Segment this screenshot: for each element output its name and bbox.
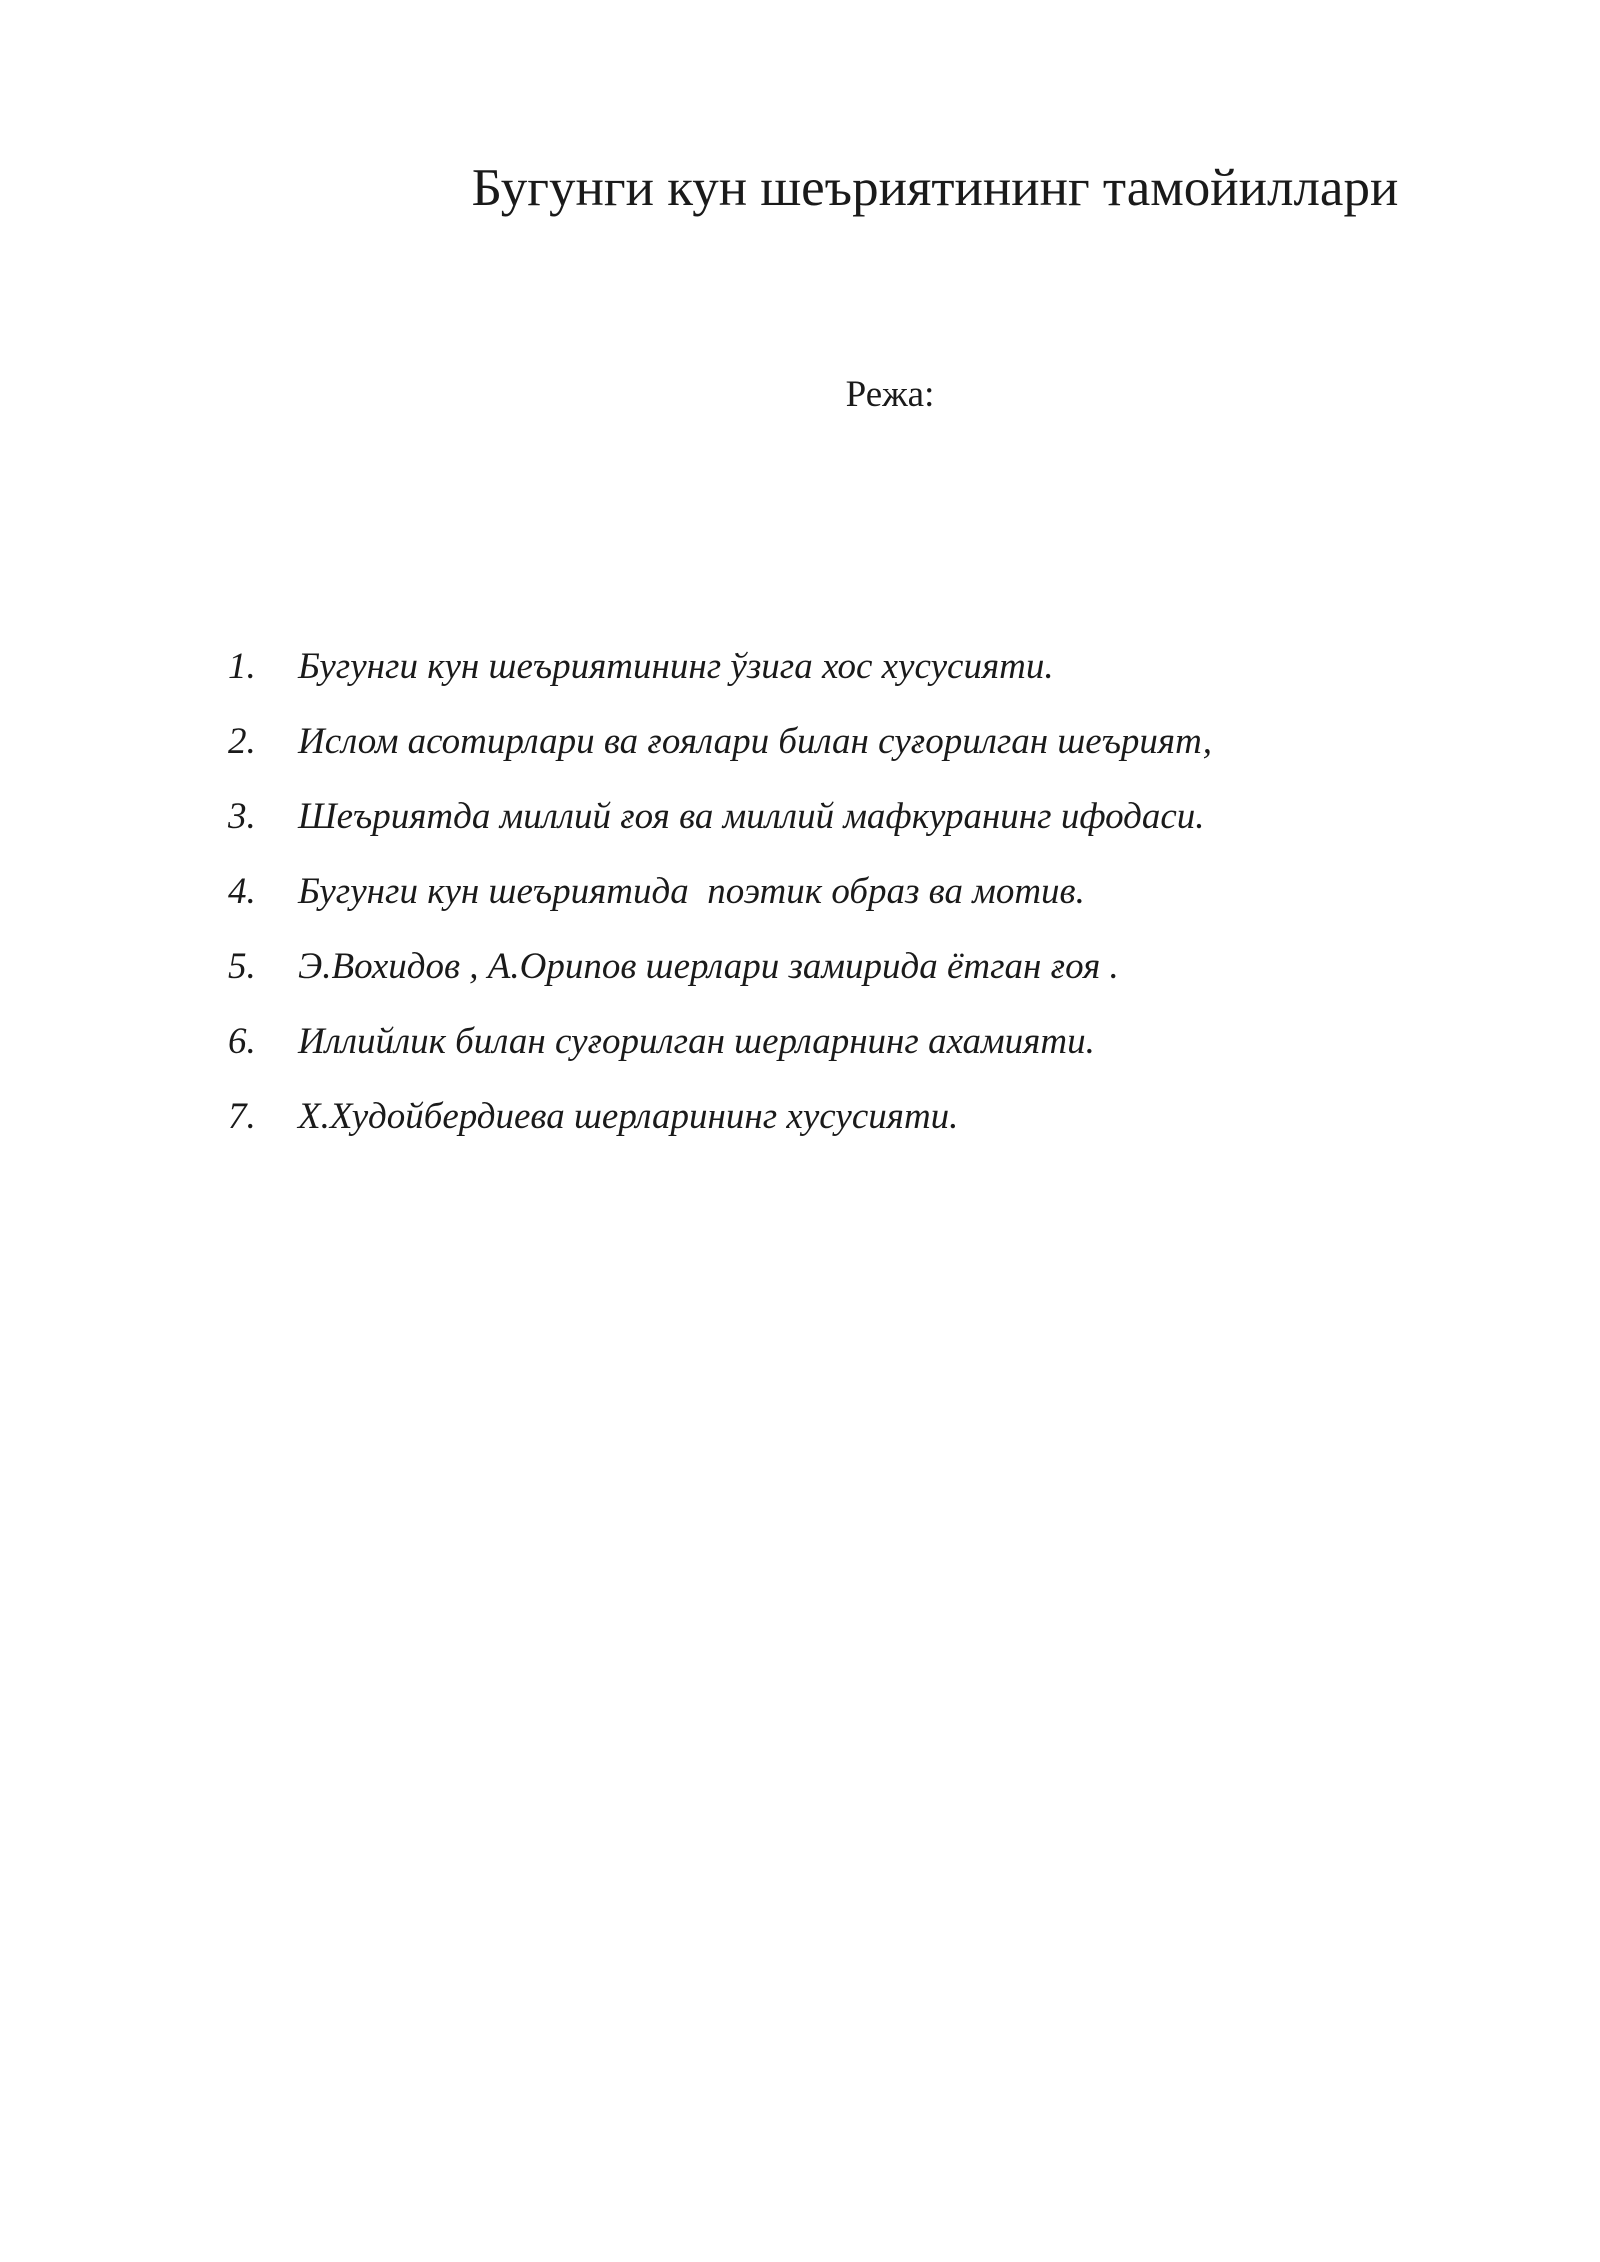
- plan-heading: Режа:: [845, 374, 935, 415]
- list-item: [0, 1092, 1600, 1167]
- list-item: [0, 642, 1600, 717]
- list-item-number: 4.: [228, 871, 256, 912]
- list-item-number: 1.: [228, 646, 256, 687]
- list-item-text: Шеъриятда миллий ғоя ва миллий мафкуранинг ифодаси.: [298, 796, 1205, 837]
- list-item-text: Бугунги кун шеъриятининг ўзига хос хусусияти.: [298, 646, 1054, 687]
- list-item-number: 6.: [228, 1021, 256, 1062]
- list-item-number: 7.: [228, 1096, 256, 1137]
- list-item-text: Ислом асотирлари ва ғоялари билан суғорилган шеърият,: [298, 721, 1213, 762]
- list-item: [0, 717, 1600, 792]
- list-item-text: Иллийлик билан суғорилган шерларнинг ахамияти.: [298, 1021, 1095, 1062]
- list-item: [0, 867, 1600, 942]
- list-item-number: 5.: [228, 946, 256, 987]
- list-item: [0, 792, 1600, 867]
- list-item-text: Э.Вохидов , А.Орипов шерлари замирида ётган ғоя .: [298, 946, 1119, 987]
- plan-list: [0, 642, 1600, 1167]
- list-item-text: Бугунги кун шеъриятида поэтик образ ва мотив.: [298, 871, 1085, 912]
- list-item-text: Х.Худойбердиева шерларининг хусусияти.: [298, 1096, 959, 1137]
- document-title: Бугунги кун шеъриятининг тамойиллари: [471, 159, 1399, 217]
- list-item-number: 3.: [228, 796, 256, 837]
- list-item: [0, 942, 1600, 1017]
- list-item: [0, 1017, 1600, 1092]
- list-item-number: 2.: [228, 721, 256, 762]
